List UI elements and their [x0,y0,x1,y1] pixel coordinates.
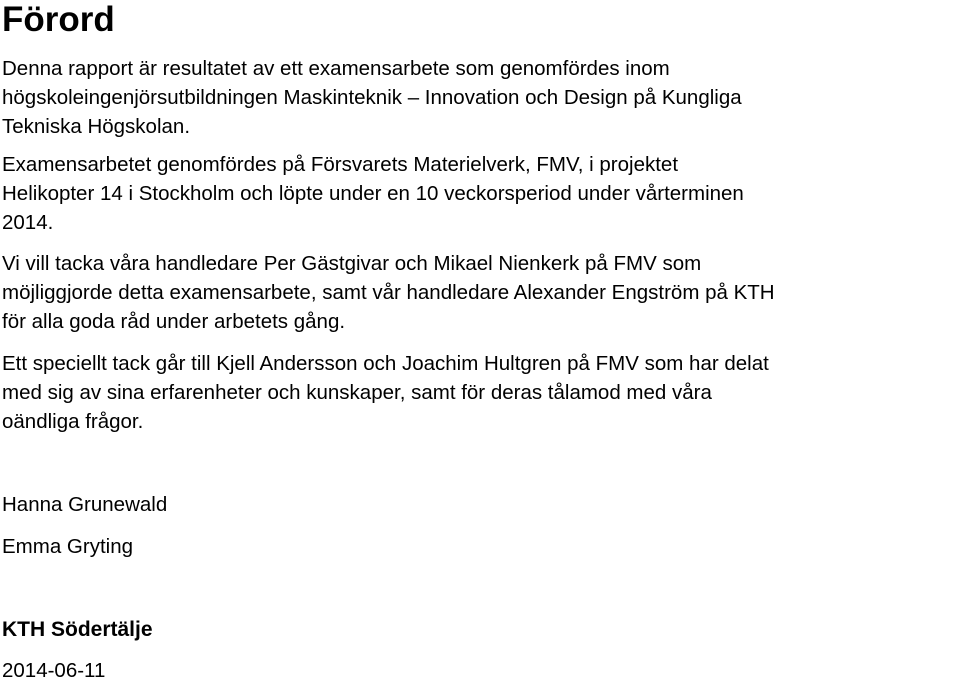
signature-name: Emma Gryting [2,535,133,558]
place-heading: KTH Södertälje [2,618,153,641]
paragraph-thanks [2,249,775,336]
paragraph-line: oändliga frågor. [2,410,144,433]
signature-name: Hanna Grunewald [2,493,168,516]
paragraph-line: Tekniska Högskolan. [2,115,191,138]
paragraph-line: möjliggjorde detta examensarbete, samt vår handledare Alexander Engström på KTH [2,281,775,304]
paragraph-project [2,150,744,237]
paragraph-line: högskoleingenjörsutbildningen Maskinteknik – Innovation och Design på Kungliga [2,86,742,109]
document-date: 2014-06-11 [2,659,106,682]
paragraph-line: Vi vill tacka våra handledare Per Gästgivar och Mikael Nienkerk på FMV som [2,252,702,275]
paragraph-line: Helikopter 14 i Stockholm och löpte under en 10 veckorsperiod under vårterminen [2,182,744,205]
paragraph-line: 2014. [2,211,54,234]
paragraph-intro [2,54,742,141]
paragraph-line: med sig av sina erfarenheter och kunskaper, samt för deras tålamod med våra [2,381,712,404]
page-title: Förord [2,0,115,39]
paragraph-special-thanks [2,349,769,436]
paragraph-line: Denna rapport är resultatet av ett examensarbete som genomfördes inom [2,57,670,80]
paragraph-line: för alla goda råd under arbetets gång. [2,310,346,333]
paragraph-line: Examensarbetet genomfördes på Försvarets Materielverk, FMV, i projektet [2,153,679,176]
paragraph-line: Ett speciellt tack går till Kjell Andersson och Joachim Hultgren på FMV som har delat [2,352,769,375]
